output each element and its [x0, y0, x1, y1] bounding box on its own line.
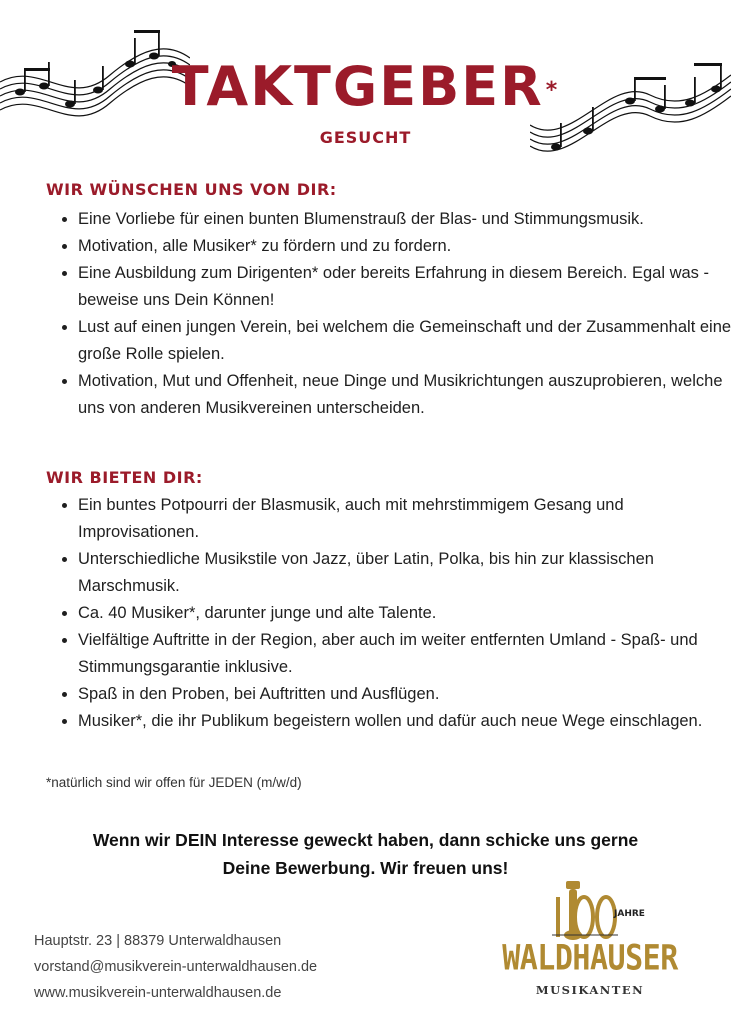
contact-email[interactable]: vorstand@musikverein-unterwaldhausen.de [34, 959, 318, 975]
cta-line-2: Deine Bewerbung. Wir freuen uns! [222, 858, 509, 878]
contact-website[interactable]: www.musikverein-unterwaldhausen.de [34, 985, 282, 1001]
list-item: • Eine Vorliebe für einen bunten Blumenstrauß der Blas- und Stimmungsmusik. [78, 206, 731, 233]
logo-subtitle: MUSIKANTEN [535, 983, 645, 997]
offer-heading: WIR BIETEN DIR: [46, 468, 203, 487]
call-to-action [40, 826, 691, 882]
logo-jahre: JAHRE [614, 909, 645, 919]
list-item: • Vielfältige Auftritte in der Region, aber auch im weiter entfernten Umland - Spaß- und Stimmungsgarantie inklusive. [78, 627, 731, 681]
wishes-list [46, 206, 731, 422]
page-subtitle: GESUCHT [319, 128, 412, 147]
list-item: • Lust auf einen jungen Verein, bei welchem die Gemeinschaft und der Zusammenhalt eine große Rolle spielen. [78, 314, 731, 368]
footnote: *natürlich sind wir offen für JEDEN (m/w/d) [46, 775, 302, 790]
list-item: • Eine Ausbildung zum Dirigenten* oder bereits Erfahrung in diesem Bereich. Egal was - beweise uns Dein Können! [78, 260, 731, 314]
list-item: • Ein buntes Potpourri der Blasmusik, auch mit mehrstimmigem Gesang und Improvisationen. [78, 492, 731, 546]
list-item: • Musiker*, die ihr Publikum begeistern wollen und dafür auch neue Wege einschlagen. [78, 708, 731, 735]
wishes-heading: WIR WÜNSCHEN UNS VON DIR: [46, 180, 337, 199]
title-text: TAKTGEBER [171, 55, 544, 118]
list-item: • Spaß in den Proben, bei Auftritten und Ausflügen. [78, 681, 731, 708]
offer-list [46, 492, 731, 735]
tuba-100-logo-icon [552, 879, 618, 941]
list-item: • Motivation, alle Musiker* zu fördern und zu fordern. [78, 233, 731, 260]
logo-name: WALDHAUSER [502, 938, 678, 979]
title-asterisk: * [545, 78, 560, 103]
contact-address: Hauptstr. 23 | 88379 Unterwaldhausen [34, 933, 282, 949]
waldhauser-logo [490, 875, 690, 1005]
list-item: • Unterschiedliche Musikstile von Jazz, über Latin, Polka, bis hin zur klassischen Marschmusik. [78, 546, 731, 600]
cta-line-1: Wenn wir DEIN Interesse geweckt haben, dann schicke uns gerne [92, 830, 639, 850]
list-item: • Ca. 40 Musiker*, darunter junge und alte Talente. [78, 600, 731, 627]
list-item: • Motivation, Mut und Offenheit, neue Dinge und Musikrichtungen auszuprobieren, welche uns von anderen Musikvereinen unterscheiden. [78, 368, 731, 422]
contact-block [34, 928, 317, 1006]
page-title [0, 52, 731, 122]
